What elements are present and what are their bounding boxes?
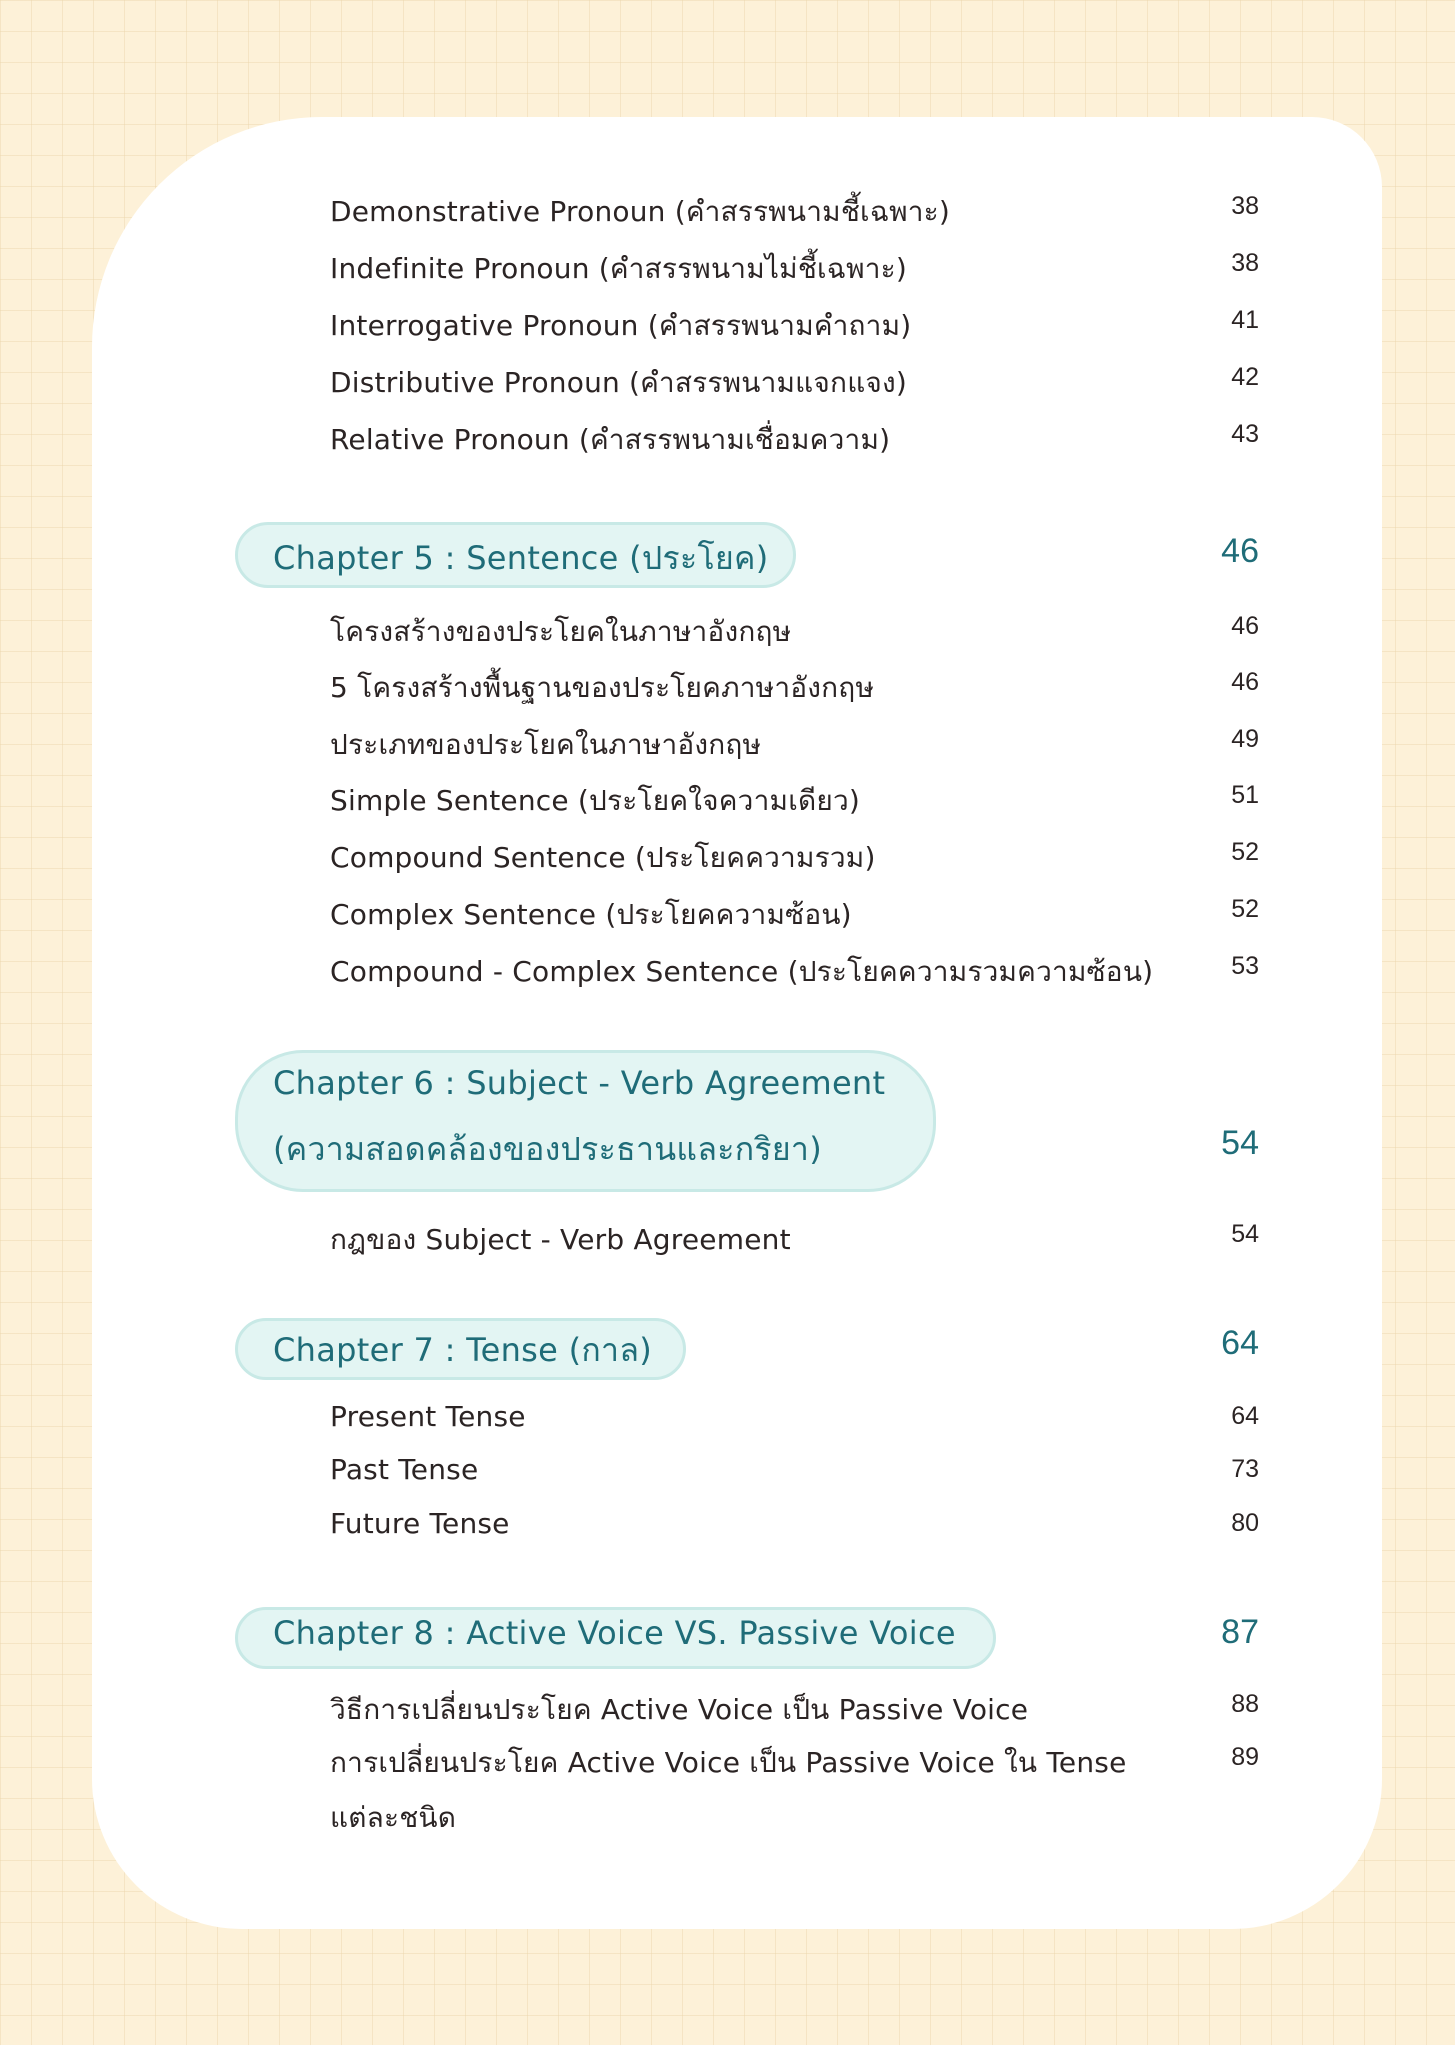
entry-page: 52 — [1231, 838, 1259, 866]
entry-page: 49 — [1231, 725, 1259, 753]
entry-title: Interrogative Pronoun (คำสรรพนามคำถาม) — [330, 309, 912, 342]
entry-title: Past Tense — [330, 1453, 479, 1486]
entry-title: Relative Pronoun (คำสรรพนามเชื่อมความ) — [330, 423, 891, 456]
entry-title: กฎของ Subject - Verb Agreement — [330, 1223, 791, 1256]
chapter-page: 46 — [1221, 532, 1259, 570]
entry-page: 54 — [1231, 1220, 1259, 1248]
entry-title: Distributive Pronoun (คำสรรพนามแจกแจง) — [330, 366, 908, 399]
entry-page: 42 — [1231, 363, 1259, 391]
entry-title: Simple Sentence (ประโยคใจความเดียว) — [330, 784, 860, 817]
entry-title: 5 โครงสร้างพื้นฐานของประโยคภาษาอังกฤษ — [330, 671, 875, 704]
entry-page: 52 — [1231, 895, 1259, 923]
entry-title: Complex Sentence (ประโยคความซ้อน) — [330, 898, 852, 931]
entry-page: 41 — [1231, 306, 1259, 334]
chapter-page: 87 — [1221, 1613, 1259, 1651]
entry-title: Indefinite Pronoun (คำสรรพนามไม่ชี้เฉพาะ) — [330, 252, 908, 285]
chapter-title: Chapter 7 : Tense (กาล) — [273, 1331, 653, 1369]
entry-page: 46 — [1231, 612, 1259, 640]
entry-title: Compound Sentence (ประโยคความรวม) — [330, 841, 876, 874]
entry-title: Compound - Complex Sentence (ประโยคความรวมความซ้อน) — [330, 955, 1154, 988]
entry-page: 73 — [1231, 1455, 1259, 1483]
entry-page: 64 — [1231, 1402, 1259, 1430]
entry-title: วิธีการเปลี่ยนประโยค Active Voice เป็น Passive Voice — [330, 1693, 1029, 1726]
chapter-title: Chapter 8 : Active Voice VS. Passive Voice — [273, 1614, 956, 1652]
entry-title-line-2: แต่ละชนิด — [330, 1801, 457, 1834]
entry-page: 38 — [1231, 192, 1259, 220]
entry-page: 46 — [1231, 668, 1259, 696]
chapter-title: Chapter 5 : Sentence (ประโยค) — [273, 539, 769, 577]
entry-page: 38 — [1231, 249, 1259, 277]
chapter-page: 64 — [1221, 1324, 1259, 1362]
entry-title: Future Tense — [330, 1507, 510, 1540]
entry-title: Demonstrative Pronoun (คำสรรพนามชี้เฉพาะ) — [330, 195, 951, 228]
entry-page: 80 — [1231, 1509, 1259, 1537]
entry-page: 53 — [1231, 952, 1259, 980]
entry-title: Present Tense — [330, 1400, 526, 1433]
entry-page: 43 — [1231, 420, 1259, 448]
entry-page: 89 — [1231, 1743, 1259, 1771]
entry-page: 88 — [1231, 1690, 1259, 1718]
entry-page: 51 — [1231, 781, 1259, 809]
chapter-title-line-2: (ความสอดคล้องของประธานและกริยา) — [273, 1130, 822, 1168]
chapter-title-line-1: Chapter 6 : Subject - Verb Agreement — [273, 1064, 886, 1102]
entry-title-line-1: การเปลี่ยนประโยค Active Voice เป็น Passive Voice ใน Tense — [330, 1746, 1127, 1779]
entry-title: โครงสร้างของประโยคในภาษาอังกฤษ — [330, 615, 792, 648]
chapter-page: 54 — [1221, 1124, 1259, 1162]
entry-title: ประเภทของประโยคในภาษาอังกฤษ — [330, 728, 762, 761]
